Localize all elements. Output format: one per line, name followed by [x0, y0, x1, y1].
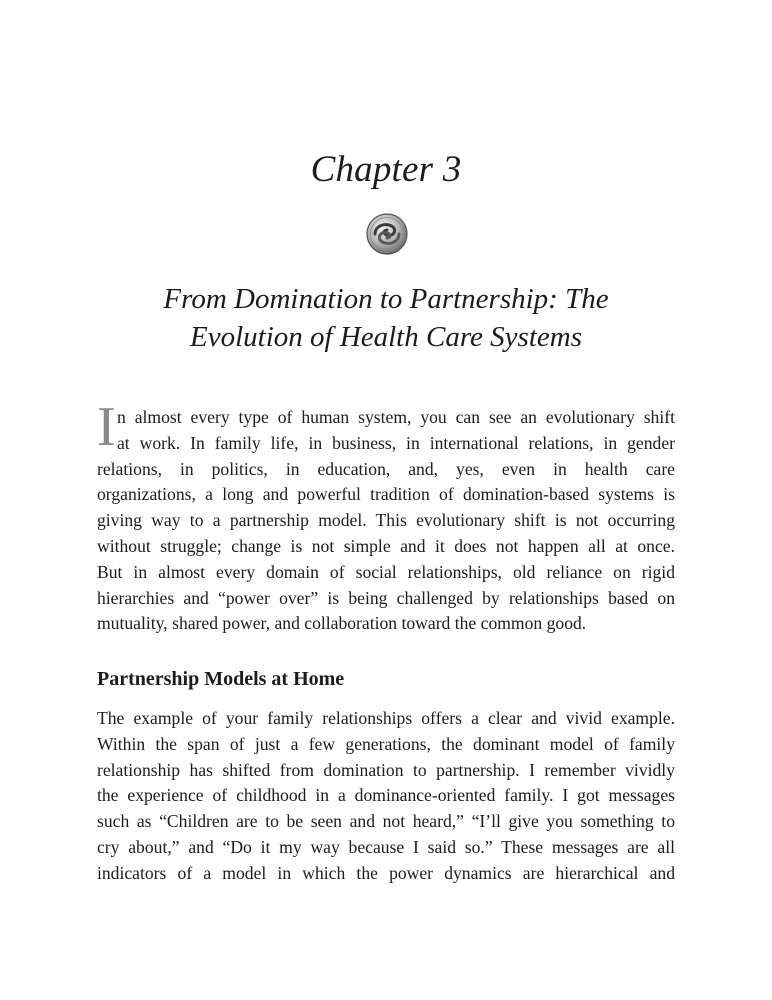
paragraph-line: mutuality, shared power, and collaboration toward the common good.: [97, 613, 587, 634]
paragraph-line: indicators of a model in which the power dynamics are hierarchical and: [97, 862, 675, 883]
paragraph-line: cry about,” and “Do it my way because I said so.” These messages are all: [97, 836, 675, 857]
paragraph-line: the experience of childhood in a dominance-oriented family. I got messages: [97, 785, 675, 806]
intro-paragraph: [97, 405, 675, 637]
paragraph-line: Within the span of just a few generations, the dominant model of family: [97, 733, 675, 754]
paragraph-line: such as “Children are to be seen and not heard,” “I’ll give you something to: [97, 811, 675, 832]
chapter-title-line: From Domination to Partnership: The: [163, 283, 609, 315]
drop-cap: I: [97, 396, 116, 458]
chapter-label: Chapter 3: [310, 149, 462, 190]
paragraph-line: organizations, a long and powerful tradition of domination-based systems is: [97, 484, 675, 505]
chapter-title: [0, 280, 772, 356]
chapter-title-line: Evolution of Health Care Systems: [190, 321, 582, 353]
paragraph-line: But in almost every domain of social relationships, old reliance on rigid: [97, 561, 675, 582]
section-heading: Partnership Models at Home: [97, 668, 345, 690]
section-paragraph: [97, 706, 675, 887]
paragraph-line: relationship has shifted from domination to partnership. I remember vividly: [97, 759, 675, 780]
paragraph-line: hierarchies and “power over” is being challenged by relationships based on: [97, 587, 675, 608]
paragraph-line: at work. In family life, in business, in international relations, in gender: [117, 432, 675, 453]
paragraph-line: The example of your family relationships offers a clear and vivid example.: [97, 708, 675, 728]
paragraph-line: without struggle; change is not simple and it does not happen all at once.: [97, 535, 675, 556]
swirl-medallion-icon: [365, 212, 409, 256]
paragraph-line: relations, in politics, in education, and, yes, even in health care: [97, 458, 675, 479]
paragraph-line: n almost every type of human system, you can see an evolutionary shift: [117, 407, 675, 427]
paragraph-line: giving way to a partnership model. This evolutionary shift is not occurring: [97, 510, 675, 531]
